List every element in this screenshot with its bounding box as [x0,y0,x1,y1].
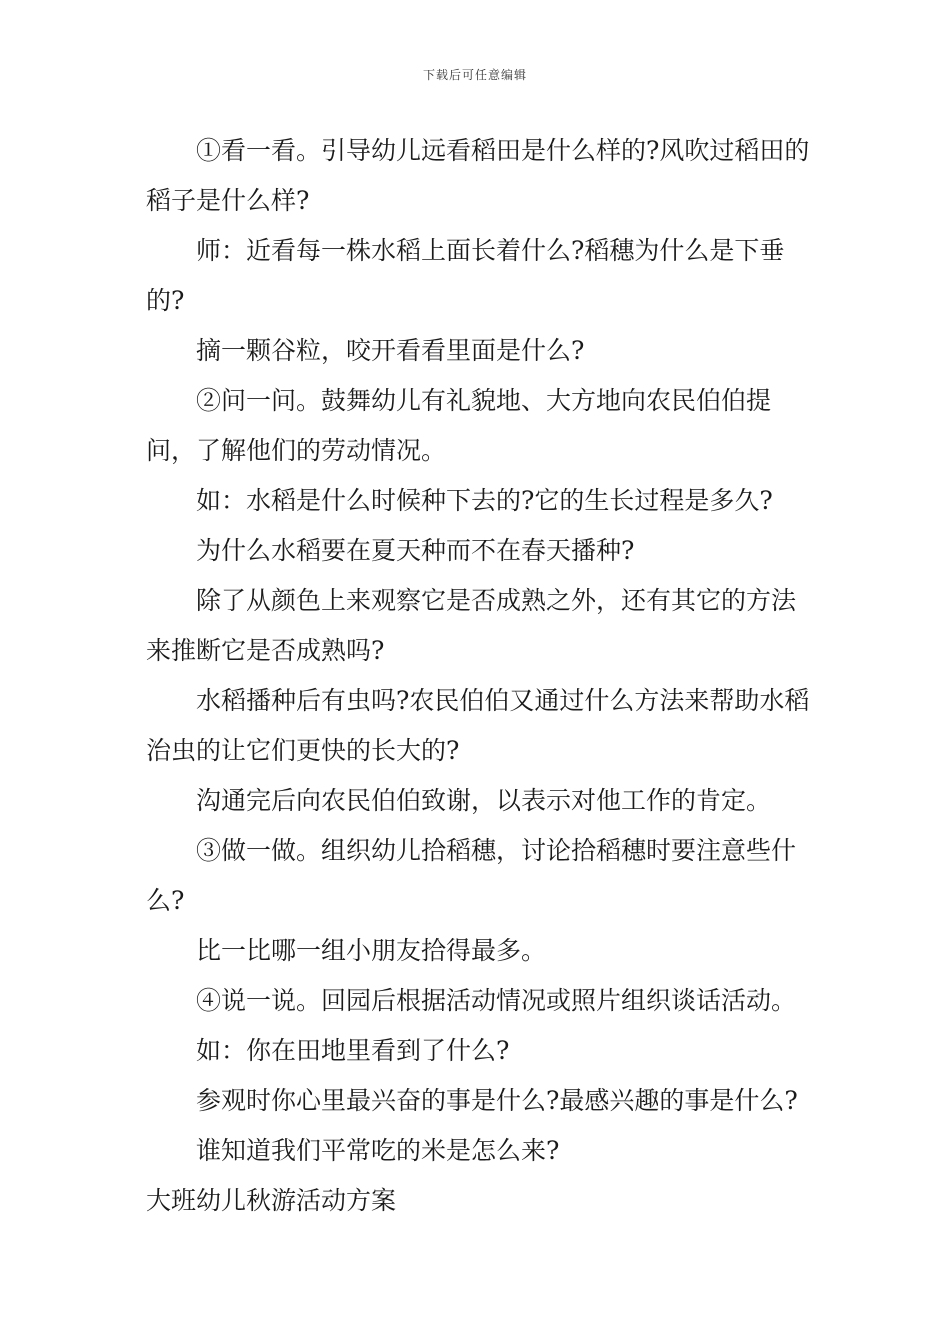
paragraph-compare: 比一比哪一组小朋友拾得最多。 [196,936,547,965]
paragraph-thanks: 沟通完后向农民伯伯致谢，以表示对他工作的肯定。 [196,786,772,815]
paragraph-ask: ②问一问。鼓舞幼儿有礼貌地、大方地向农民伯伯提问，了解他们的劳动情况。 [146,386,772,465]
paragraph-do: ③做一做。组织幼儿拾稻穗，讨论拾稻穗时要注意些什么? [146,836,797,915]
paragraph-excited: 参观时你心里最兴奋的事是什么?最感兴趣的事是什么? [196,1086,798,1115]
paragraph-ripeness: 除了从颜色上来观察它是否成熟之外，还有其它的方法来推断它是否成熟吗? [146,586,797,665]
document-body [146,126,816,1226]
paragraph-example-planting: 如：水稻是什么时候种下去的?它的生长过程是多久? [196,486,773,515]
page-header-note: 下载后可任意编辑 [422,68,527,82]
paragraph-rice-origin: 谁知道我们平常吃的米是怎么来? [196,1136,560,1165]
paragraph-look: ①看一看。引导幼儿远看稻田是什么样的?风吹过稻田的稻子是什么样? [146,136,810,215]
paragraph-summer: 为什么水稻要在夏天种而不在春天播种? [196,536,635,565]
section-title: 大班幼儿秋游活动方案 [146,1186,397,1215]
paragraph-example-field: 如：你在田地里看到了什么? [196,1036,510,1065]
paragraph-grain: 摘一颗谷粒，咬开看看里面是什么? [196,336,585,365]
paragraph-talk: ④说一说。回园后根据活动情况或照片组织谈话活动。 [196,986,797,1015]
paragraph-teacher-question: 师：近看每一株水稻上面长着什么?稻穗为什么是下垂的? [146,236,785,315]
paragraph-pests: 水稻播种后有虫吗?农民伯伯又通过什么方法来帮助水稻治虫的让它们更快的长大的? [146,686,810,765]
